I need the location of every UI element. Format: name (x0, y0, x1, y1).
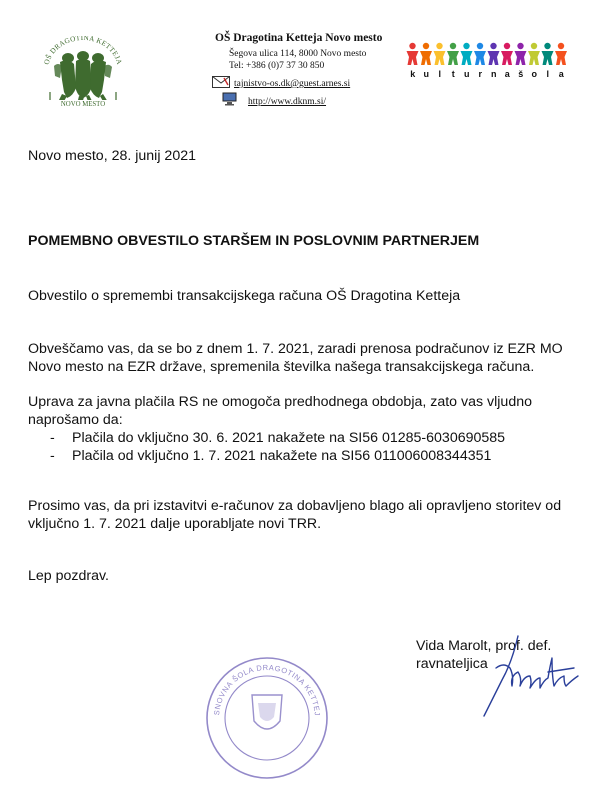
kulturna-figure (542, 43, 554, 65)
web-link[interactable]: http://www.dknm.si/ (248, 97, 327, 107)
wordmark-letter: a (504, 69, 510, 79)
envelope-icon (212, 75, 230, 87)
payment-item (28, 429, 598, 447)
svg-text:OŠ DRAGOTINA KETTEJA: OŠ DRAGOTINA KETTEJA (42, 36, 124, 66)
school-address: Šegova ulica 114, 8000 Novo mesto (229, 49, 367, 59)
school-logo-caption: NOVO MESTO (40, 100, 126, 109)
list-dash: - (50, 448, 55, 464)
paragraph-line: vključno 1. 7. 2021 dalje uporabljate novi TRR. (28, 516, 322, 532)
list-dash: - (50, 430, 55, 446)
kulturna-figure (407, 43, 419, 65)
paragraph-line: Uprava za javna plačila RS ne omogoča predhodnega obdobja, zato vas vljudno (28, 394, 532, 410)
wordmark-letter: o (531, 69, 537, 79)
kulturna-figure (528, 43, 540, 65)
school-stamp (204, 655, 330, 781)
wordmark-letter: n (491, 69, 497, 79)
paragraph-instructions (28, 393, 598, 465)
paragraph-einvoice (28, 497, 598, 533)
monitor-icon (222, 92, 237, 106)
wordmark-letter: š (518, 69, 524, 79)
payment-list (28, 429, 598, 465)
svg-text:OSNOVNA ŠOLA DRAGOTINA KETTEJA: SNOVNA ŠOLA DRAGOTINA KETTEJ (212, 662, 322, 717)
kulturna-figure (515, 43, 527, 65)
paragraph-line: Obveščamo vas, da se bo z dnem 1. 7. 2021, zaradi prenosa podračunov iz EZR MO (28, 341, 563, 357)
signature (474, 632, 594, 722)
kulturna-sola-wordmark (406, 69, 568, 79)
school-name: OŠ Dragotina Ketteja Novo mesto (215, 32, 383, 44)
paragraph-transfer (28, 340, 598, 376)
letter-date: Novo mesto, 28. junij 2021 (28, 148, 196, 164)
kulturna-figure (447, 43, 459, 65)
stamp-graphic (204, 655, 330, 781)
kulturna-sola-logo (406, 42, 574, 82)
paragraph-line: Prosimo vas, da pri izstavitvi e-računov za dobavljeno blago ali opravljeno storitev od (28, 498, 562, 514)
paragraph-line: Novo mesto na EZR države, spremenila številka našega transakcijskega računa. (28, 359, 535, 375)
kulturna-sola-figures (406, 42, 574, 66)
school-logo (40, 36, 126, 112)
kulturna-figure (474, 43, 486, 65)
wordmark-letter: k (410, 69, 416, 79)
signatory-name: Vida Marolt, prof. def. (416, 638, 552, 654)
kulturna-figure (488, 43, 500, 65)
email-link[interactable]: tajnistvo-os.dk@guest.arnes.si (234, 79, 351, 89)
signature-graphic (474, 632, 594, 722)
kulturna-figure (420, 43, 432, 65)
wordmark-letter: a (558, 69, 564, 79)
kulturna-figure (555, 43, 567, 65)
kulturna-figure (501, 43, 513, 65)
signatory-role: ravnateljica (416, 656, 488, 672)
payment-item (28, 447, 598, 465)
closing: Lep pozdrav. (28, 568, 109, 584)
wordmark-letter: u (423, 69, 429, 79)
kulturna-figure (461, 43, 473, 65)
wordmark-letter: t (451, 69, 455, 79)
kulturna-figure (434, 43, 446, 65)
wordmark-letter: l (438, 69, 441, 79)
wordmark-letter: u (464, 69, 470, 79)
letter-title: POMEMBNO OBVESTILO STARŠEM IN POSLOVNIM PARTNERJEM (28, 233, 480, 249)
letter-subject: Obvestilo o spremembi transakcijskega računa OŠ Dragotina Ketteja (28, 288, 461, 304)
school-phone: Tel: +386 (0)7 37 30 850 (229, 61, 325, 71)
paragraph-line: naprošamo da: (28, 412, 123, 428)
wordmark-letter: r (478, 69, 482, 79)
payment-text: Plačila do vključno 30. 6. 2021 nakažete na SI56 01285-6030690585 (72, 430, 506, 446)
wordmark-letter: l (546, 69, 549, 79)
payment-text: Plačila od vključno 1. 7. 2021 nakažete na SI56 011006008344351 (72, 448, 492, 464)
